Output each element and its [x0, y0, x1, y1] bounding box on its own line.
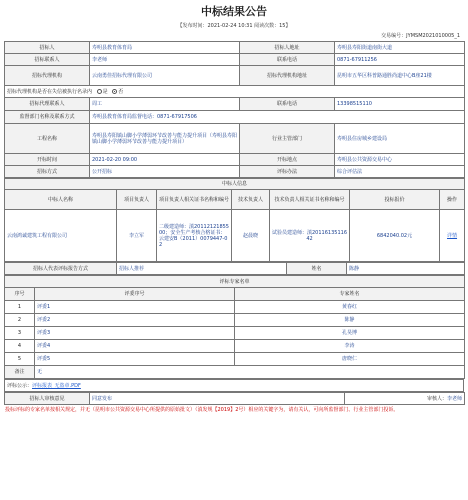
attachment-row	[5, 380, 464, 392]
expert-no: 5	[5, 353, 35, 366]
tenderer-address-label: 招标人地址	[240, 42, 335, 54]
transaction-code: 交易编号：JYMSM2021010005_1	[381, 33, 460, 39]
eval-label: 评标办法	[240, 166, 335, 178]
expert-no: 1	[5, 301, 35, 314]
winner-price: 6842040.02元	[350, 210, 440, 262]
radio-no-label: 否	[118, 88, 124, 95]
tenderer-contact-label: 招标联系人	[5, 54, 90, 66]
agent-rep-name: 陈静	[347, 263, 465, 275]
opinion-value: 同意发布	[90, 393, 345, 405]
open-time-label: 开标时间	[5, 154, 90, 166]
supervise-label: 监督部门名称及联系方式	[5, 111, 90, 124]
expert-no: 3	[5, 327, 35, 340]
experts-header-name: 专家姓名	[235, 288, 465, 301]
expert-name: 李涛	[235, 340, 465, 353]
winner-pm: 李立军	[117, 210, 157, 262]
reviewer-cell	[345, 393, 465, 405]
page-title: 中标结果公告	[201, 5, 267, 18]
expert-seq: 评委4	[35, 340, 235, 353]
expert-seq: 评委1	[35, 301, 235, 314]
expert-name: 孔昊博	[235, 327, 465, 340]
opinion-label: 招标人审核意见	[5, 393, 90, 405]
winner-header-pm-cert: 项目负责人相关证书名称和编号	[157, 190, 232, 210]
industry-label: 行业主管部门	[240, 124, 335, 154]
agent-phone-value: 13398515110	[335, 98, 465, 111]
remark-value: 无	[35, 366, 465, 379]
experts-section-title: 评标专家名单	[5, 276, 465, 288]
winner-header-action: 操作	[440, 190, 465, 210]
winner-tech-cert: 试验员建造师：滇2011613511642	[270, 210, 350, 262]
reviewer-value: 李老师	[446, 395, 462, 402]
method-value: 公开招标	[90, 166, 240, 178]
agent-rep-name-label: 姓名	[287, 263, 347, 275]
blacklist-label: 招标代理机构是否在失信被执行名录内	[7, 88, 93, 95]
industry-value: 寿明县住房城乡建设局	[335, 124, 465, 154]
method-label: 招标方式	[5, 166, 90, 178]
table-row	[5, 340, 465, 353]
expert-no: 2	[5, 314, 35, 327]
eval-value: 综合评估法	[335, 166, 465, 178]
winner-header-price: 投标报价	[350, 190, 440, 210]
project-label: 工程名称	[5, 124, 90, 154]
winner-pm-cert: 二级建造师：滇2011212185500；安全生产考核合格证书：云建安B（2011）0079447-02	[157, 210, 232, 262]
attachment-link[interactable]: 评标报表_无盗章.PDF	[32, 382, 81, 389]
expert-seq: 评委2	[35, 314, 235, 327]
radio-yes-label: 是	[102, 88, 108, 95]
blacklist-row	[5, 86, 465, 98]
agent-rep-value: 招标人推荐	[117, 263, 287, 275]
remark-label: 备注	[5, 366, 35, 379]
expert-name: 陈静	[235, 314, 465, 327]
reviewer-label: 审核人：	[426, 395, 447, 402]
complaint-notice: 投标评标的专家名单按相关规定，并无（昆明市公共资源交易中心所提供的原始批文）（滇发规【2019】2号）相应的关键字为，请有关认，可向所监督部门、行业主管部门投诉。	[5, 407, 399, 413]
winner-header-tech-cert: 技术负责人相关证书名称和编号	[270, 190, 350, 210]
project-value: 寿明县寿阳镇山脚小学薄弱环节改善与能力提升项目（寿明县寿阳镇山脚小学薄弱环节改善与能力提升项目）	[90, 124, 240, 154]
supervise-value: 寿明县教育体育局监督电话：0871-67917506	[90, 111, 465, 124]
expert-name: 黄春红	[235, 301, 465, 314]
winner-detail-link[interactable]: 详情	[440, 210, 465, 262]
expert-seq: 评委5	[35, 353, 235, 366]
experts-table	[4, 275, 465, 379]
winner-header-tech: 技术负责人	[232, 190, 270, 210]
winner-name: 云南鸿诚建筑工程有限公司	[5, 210, 117, 262]
agent-label: 招标代理机构	[5, 66, 90, 86]
winner-table	[4, 178, 465, 262]
expert-no: 4	[5, 340, 35, 353]
tenderer-phone-label: 联系电话	[240, 54, 335, 66]
tenderer-phone-value: 0871-67911256	[335, 54, 465, 66]
tenderer-address-value: 寿明县寿阳街道南街大道	[335, 42, 465, 54]
open-place-value: 寿明县公共资源交易中心	[335, 154, 465, 166]
attachment-label: 评标公示：	[7, 382, 33, 389]
tenderer-contact-value: 李老师	[90, 54, 240, 66]
agent-phone-label: 联系电话	[240, 98, 335, 111]
agent-rep-table	[4, 262, 465, 275]
basic-info-table	[4, 41, 465, 178]
expert-name: 唐晓仁	[235, 353, 465, 366]
experts-header-no: 序号	[5, 288, 35, 301]
page	[4, 4, 464, 416]
table-row	[5, 314, 465, 327]
winner-tech: 赵晨晓	[232, 210, 270, 262]
agent-value: 云南勇佳招标代理有限公司	[90, 66, 240, 86]
opinion-table	[4, 392, 465, 405]
winner-header-name: 中标人名称	[5, 190, 117, 210]
publish-meta: 【发布时间：2021-02-24 10:31 阅读次数：15】	[177, 23, 291, 29]
agent-contact-value: 周工	[90, 98, 240, 111]
agent-address-value: 昆明市五华区科普路通胜尚道中心B座21楼	[335, 66, 465, 86]
tenderer-label: 招标人	[5, 42, 90, 54]
table-row	[5, 301, 465, 314]
radio-yes[interactable]	[97, 89, 102, 94]
open-time-value: 2021-02-20 09:00	[90, 154, 240, 166]
experts-header-seq: 评委序号	[35, 288, 235, 301]
table-row	[5, 327, 465, 340]
winner-section-title: 中标人信息	[5, 179, 465, 190]
agent-contact-label: 招标代理联系人	[5, 98, 90, 111]
winner-header-pm: 项目负责人	[117, 190, 157, 210]
tenderer-value: 寿明县教育体育局	[90, 42, 240, 54]
open-place-label: 开标地点	[240, 154, 335, 166]
expert-seq: 评委3	[35, 327, 235, 340]
attachment-table	[4, 379, 464, 392]
table-row	[5, 353, 465, 366]
agent-address-label: 招标代理机构地址	[240, 66, 335, 86]
radio-no[interactable]	[112, 89, 117, 94]
agent-rep-label: 招标人代表评标报告方式	[5, 263, 117, 275]
